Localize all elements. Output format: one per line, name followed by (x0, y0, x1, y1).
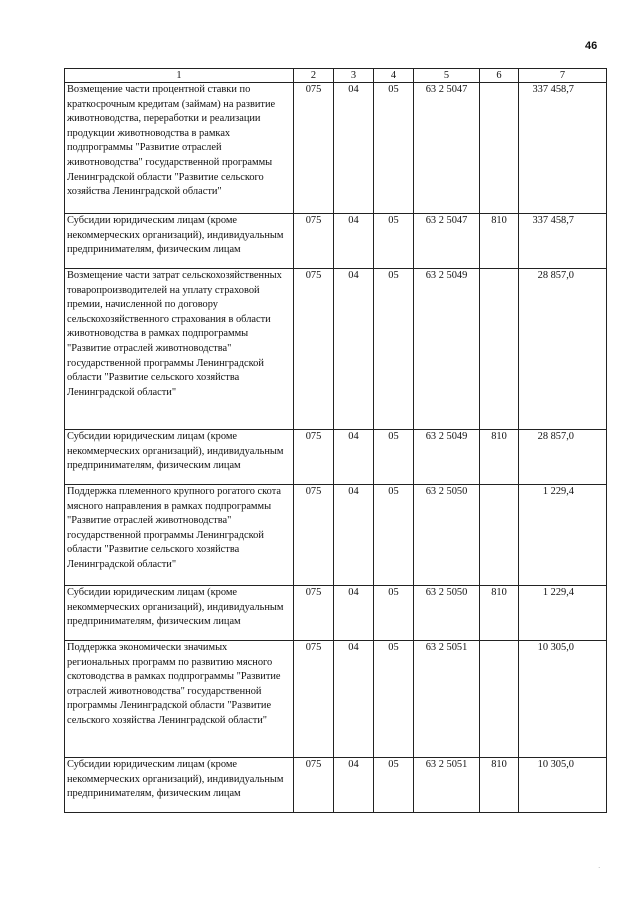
table-row (65, 641, 607, 758)
row-description: Поддержка племенного крупного рогатого скота мясного направления в рамках подпрограммы "Развитие отраслей животноводства" государственной программы Ленинградской области "Развитие сельского хозяйства Ленинградской области" (65, 485, 294, 586)
table-row (65, 214, 607, 269)
scan-speck: · (598, 864, 601, 872)
cell-expense-type: 810 (480, 586, 519, 641)
table-row (65, 758, 607, 813)
column-header: 6 (480, 69, 519, 83)
cell-ministry-code: 075 (294, 641, 334, 758)
cell-subsection: 05 (374, 485, 414, 586)
cell-target-article: 63 2 5049 (414, 430, 480, 485)
cell-ministry-code: 075 (294, 430, 334, 485)
column-header: 3 (334, 69, 374, 83)
column-header: 5 (414, 69, 480, 83)
cell-amount: 28 857,0 (519, 269, 607, 430)
cell-expense-type: 810 (480, 214, 519, 269)
cell-subsection: 05 (374, 586, 414, 641)
cell-subsection: 05 (374, 430, 414, 485)
column-header: 1 (65, 69, 294, 83)
row-description: Поддержка экономически значимых региональных программ по развитию мясного скотоводства в рамках подпрограммы "Развитие отраслей животноводства" государственной программы Ленинградской области "Развитие сельского хозяйства Ленинградской области" (65, 641, 294, 758)
cell-subsection: 05 (374, 758, 414, 813)
cell-section: 04 (334, 214, 374, 269)
cell-expense-type: 810 (480, 430, 519, 485)
cell-amount: 1 229,4 (519, 586, 607, 641)
row-description: Субсидии юридическим лицам (кроме некоммерческих организаций), индивидуальным предпринимателям, физическим лицам (65, 214, 294, 269)
cell-ministry-code: 075 (294, 214, 334, 269)
cell-subsection: 05 (374, 641, 414, 758)
cell-section: 04 (334, 430, 374, 485)
cell-section: 04 (334, 485, 374, 586)
cell-subsection: 05 (374, 269, 414, 430)
cell-expense-type (480, 83, 519, 214)
cell-amount: 1 229,4 (519, 485, 607, 586)
row-description: Субсидии юридическим лицам (кроме некоммерческих организаций), индивидуальным предпринимателям, физическим лицам (65, 430, 294, 485)
cell-section: 04 (334, 83, 374, 214)
row-description: Субсидии юридическим лицам (кроме некоммерческих организаций), индивидуальным предпринимателям, физическим лицам (65, 758, 294, 813)
table-row (65, 83, 607, 214)
budget-table (64, 68, 607, 813)
table-row (65, 586, 607, 641)
cell-section: 04 (334, 586, 374, 641)
cell-amount: 337 458,7 (519, 83, 607, 214)
column-header: 2 (294, 69, 334, 83)
row-description: Возмещение части процентной ставки по краткосрочным кредитам (займам) на развитие животноводства, переработки и реализации продукции животноводства в рамках подпрограммы "Развитие отраслей животноводства" государственной программы Ленинградской области "Развитие сельского хозяйства Ленинградской области" (65, 83, 294, 214)
cell-expense-type (480, 269, 519, 430)
cell-ministry-code: 075 (294, 758, 334, 813)
cell-expense-type (480, 641, 519, 758)
cell-ministry-code: 075 (294, 485, 334, 586)
row-description: Возмещение части затрат сельскохозяйственных товаропроизводителей на уплату страховой премии, начисленной по договору сельскохозяйственного страхования в области животноводства в рамках подпрограммы "Развитие отраслей животноводства" государственной программы Ленинградской области "Развитие сельского хозяйства Ленинградской области" (65, 269, 294, 430)
row-description: Субсидии юридическим лицам (кроме некоммерческих организаций), индивидуальным предпринимателям, физическим лицам (65, 586, 294, 641)
cell-amount: 10 305,0 (519, 758, 607, 813)
cell-section: 04 (334, 758, 374, 813)
cell-target-article: 63 2 5047 (414, 83, 480, 214)
cell-section: 04 (334, 269, 374, 430)
cell-subsection: 05 (374, 83, 414, 214)
cell-target-article: 63 2 5050 (414, 485, 480, 586)
cell-target-article: 63 2 5051 (414, 641, 480, 758)
cell-ministry-code: 075 (294, 269, 334, 430)
cell-expense-type (480, 485, 519, 586)
page-number: 46 (585, 40, 598, 52)
table-row (65, 485, 607, 586)
cell-target-article: 63 2 5047 (414, 214, 480, 269)
column-header: 7 (519, 69, 607, 83)
cell-subsection: 05 (374, 214, 414, 269)
cell-amount: 28 857,0 (519, 430, 607, 485)
cell-amount: 337 458,7 (519, 214, 607, 269)
cell-ministry-code: 075 (294, 586, 334, 641)
column-header: 4 (374, 69, 414, 83)
table-header-row (65, 69, 607, 83)
cell-target-article: 63 2 5049 (414, 269, 480, 430)
cell-target-article: 63 2 5050 (414, 586, 480, 641)
table-row (65, 430, 607, 485)
cell-expense-type: 810 (480, 758, 519, 813)
cell-amount: 10 305,0 (519, 641, 607, 758)
cell-ministry-code: 075 (294, 83, 334, 214)
cell-target-article: 63 2 5051 (414, 758, 480, 813)
table-row (65, 269, 607, 430)
cell-section: 04 (334, 641, 374, 758)
